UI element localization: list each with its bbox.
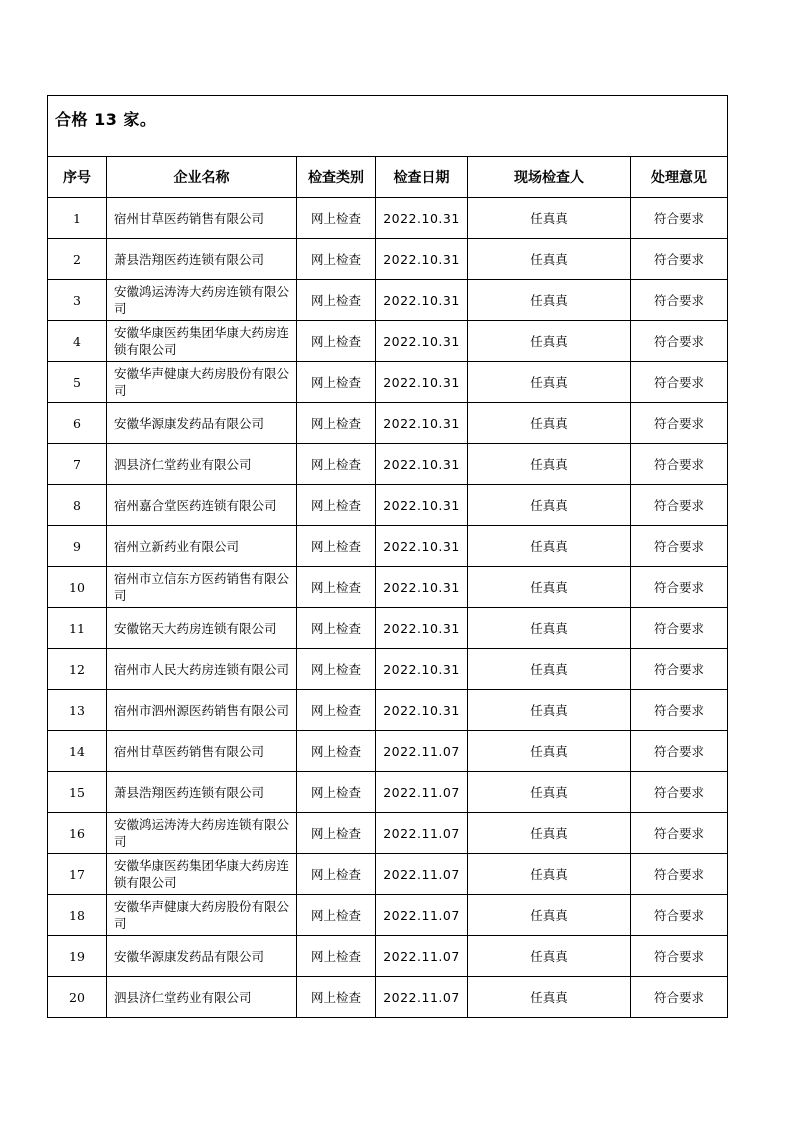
table-row bbox=[48, 608, 728, 649]
table-row bbox=[48, 977, 728, 1018]
cell-inspection-date: 2022.11.07 bbox=[376, 854, 468, 895]
cell-inspection-date: 2022.11.07 bbox=[376, 895, 468, 936]
cell-company-name: 宿州市泗州源医药销售有限公司 bbox=[107, 690, 297, 731]
cell-index: 10 bbox=[48, 567, 107, 608]
cell-inspector: 任真真 bbox=[468, 813, 631, 854]
cell-inspector: 任真真 bbox=[468, 936, 631, 977]
cell-inspection-type: 网上检查 bbox=[297, 813, 376, 854]
cell-inspection-type: 网上检查 bbox=[297, 936, 376, 977]
cell-inspection-type: 网上检查 bbox=[297, 280, 376, 321]
title-row bbox=[48, 96, 728, 157]
cell-inspection-date: 2022.10.31 bbox=[376, 362, 468, 403]
qualified-count-title: 合格 13 家。 bbox=[55, 110, 157, 129]
header-inspection-type: 检查类别 bbox=[297, 157, 376, 198]
cell-index: 1 bbox=[48, 198, 107, 239]
cell-inspection-date: 2022.10.31 bbox=[376, 280, 468, 321]
cell-opinion: 符合要求 bbox=[631, 772, 728, 813]
cell-index: 3 bbox=[48, 280, 107, 321]
table-row bbox=[48, 567, 728, 608]
cell-index: 9 bbox=[48, 526, 107, 567]
cell-index: 5 bbox=[48, 362, 107, 403]
table-row bbox=[48, 526, 728, 567]
cell-opinion: 符合要求 bbox=[631, 731, 728, 772]
header-index: 序号 bbox=[48, 157, 107, 198]
cell-company-name: 安徽华源康发药品有限公司 bbox=[107, 936, 297, 977]
cell-company-name: 萧县浩翔医药连锁有限公司 bbox=[107, 772, 297, 813]
cell-inspector: 任真真 bbox=[468, 772, 631, 813]
cell-opinion: 符合要求 bbox=[631, 813, 728, 854]
cell-inspector: 任真真 bbox=[468, 280, 631, 321]
cell-index: 18 bbox=[48, 895, 107, 936]
table-row bbox=[48, 649, 728, 690]
cell-opinion: 符合要求 bbox=[631, 403, 728, 444]
table-row bbox=[48, 690, 728, 731]
cell-company-name: 宿州市人民大药房连锁有限公司 bbox=[107, 649, 297, 690]
cell-inspector: 任真真 bbox=[468, 567, 631, 608]
table-row bbox=[48, 854, 728, 895]
cell-inspection-type: 网上检查 bbox=[297, 731, 376, 772]
cell-opinion: 符合要求 bbox=[631, 526, 728, 567]
table-row bbox=[48, 813, 728, 854]
cell-company-name: 安徽铭天大药房连锁有限公司 bbox=[107, 608, 297, 649]
cell-inspector: 任真真 bbox=[468, 198, 631, 239]
cell-index: 20 bbox=[48, 977, 107, 1018]
table-row bbox=[48, 362, 728, 403]
inspection-table bbox=[47, 95, 728, 1018]
table-row bbox=[48, 895, 728, 936]
cell-inspection-date: 2022.10.31 bbox=[376, 321, 468, 362]
cell-inspection-date: 2022.10.31 bbox=[376, 608, 468, 649]
cell-opinion: 符合要求 bbox=[631, 567, 728, 608]
table-row bbox=[48, 198, 728, 239]
table-row bbox=[48, 403, 728, 444]
cell-inspection-date: 2022.11.07 bbox=[376, 772, 468, 813]
header-opinion: 处理意见 bbox=[631, 157, 728, 198]
cell-inspection-date: 2022.10.31 bbox=[376, 567, 468, 608]
cell-company-name: 宿州嘉合堂医药连锁有限公司 bbox=[107, 485, 297, 526]
cell-opinion: 符合要求 bbox=[631, 321, 728, 362]
table-row bbox=[48, 731, 728, 772]
cell-inspector: 任真真 bbox=[468, 239, 631, 280]
cell-company-name: 宿州立新药业有限公司 bbox=[107, 526, 297, 567]
cell-index: 12 bbox=[48, 649, 107, 690]
table-row bbox=[48, 321, 728, 362]
cell-inspection-type: 网上检查 bbox=[297, 485, 376, 526]
table-row bbox=[48, 936, 728, 977]
cell-inspection-type: 网上检查 bbox=[297, 690, 376, 731]
cell-inspector: 任真真 bbox=[468, 977, 631, 1018]
cell-inspector: 任真真 bbox=[468, 485, 631, 526]
cell-company-name: 泗县济仁堂药业有限公司 bbox=[107, 977, 297, 1018]
cell-inspector: 任真真 bbox=[468, 731, 631, 772]
cell-company-name: 泗县济仁堂药业有限公司 bbox=[107, 444, 297, 485]
cell-inspection-date: 2022.10.31 bbox=[376, 649, 468, 690]
cell-opinion: 符合要求 bbox=[631, 362, 728, 403]
cell-index: 7 bbox=[48, 444, 107, 485]
cell-index: 6 bbox=[48, 403, 107, 444]
cell-company-name: 安徽鸿运涛涛大药房连锁有限公司 bbox=[107, 280, 297, 321]
cell-index: 15 bbox=[48, 772, 107, 813]
cell-inspection-date: 2022.10.31 bbox=[376, 444, 468, 485]
cell-index: 14 bbox=[48, 731, 107, 772]
cell-opinion: 符合要求 bbox=[631, 854, 728, 895]
cell-company-name: 宿州甘草医药销售有限公司 bbox=[107, 731, 297, 772]
cell-inspection-type: 网上检查 bbox=[297, 977, 376, 1018]
cell-index: 13 bbox=[48, 690, 107, 731]
cell-company-name: 安徽华康医药集团华康大药房连锁有限公司 bbox=[107, 854, 297, 895]
cell-index: 2 bbox=[48, 239, 107, 280]
cell-inspector: 任真真 bbox=[468, 895, 631, 936]
cell-index: 19 bbox=[48, 936, 107, 977]
table-row bbox=[48, 239, 728, 280]
table-row bbox=[48, 280, 728, 321]
header-inspector: 现场检查人 bbox=[468, 157, 631, 198]
cell-opinion: 符合要求 bbox=[631, 936, 728, 977]
cell-company-name: 安徽华康医药集团华康大药房连锁有限公司 bbox=[107, 321, 297, 362]
cell-opinion: 符合要求 bbox=[631, 198, 728, 239]
inspection-table-wrapper bbox=[47, 95, 727, 1018]
cell-inspection-type: 网上检查 bbox=[297, 321, 376, 362]
cell-opinion: 符合要求 bbox=[631, 239, 728, 280]
cell-opinion: 符合要求 bbox=[631, 280, 728, 321]
cell-inspector: 任真真 bbox=[468, 321, 631, 362]
cell-company-name: 宿州甘草医药销售有限公司 bbox=[107, 198, 297, 239]
cell-inspection-type: 网上检查 bbox=[297, 239, 376, 280]
cell-inspection-type: 网上检查 bbox=[297, 772, 376, 813]
cell-opinion: 符合要求 bbox=[631, 690, 728, 731]
cell-inspection-type: 网上检查 bbox=[297, 567, 376, 608]
cell-inspection-type: 网上检查 bbox=[297, 526, 376, 567]
header-inspection-date: 检查日期 bbox=[376, 157, 468, 198]
cell-inspection-date: 2022.10.31 bbox=[376, 198, 468, 239]
cell-inspection-type: 网上检查 bbox=[297, 444, 376, 485]
cell-inspection-type: 网上检查 bbox=[297, 854, 376, 895]
cell-inspector: 任真真 bbox=[468, 854, 631, 895]
cell-inspection-date: 2022.10.31 bbox=[376, 485, 468, 526]
header-company-name: 企业名称 bbox=[107, 157, 297, 198]
cell-inspection-type: 网上检查 bbox=[297, 895, 376, 936]
cell-inspection-type: 网上检查 bbox=[297, 403, 376, 444]
cell-inspection-type: 网上检查 bbox=[297, 362, 376, 403]
table-row bbox=[48, 772, 728, 813]
cell-opinion: 符合要求 bbox=[631, 649, 728, 690]
cell-inspector: 任真真 bbox=[468, 444, 631, 485]
cell-inspection-type: 网上检查 bbox=[297, 198, 376, 239]
cell-opinion: 符合要求 bbox=[631, 444, 728, 485]
cell-company-name: 安徽华源康发药品有限公司 bbox=[107, 403, 297, 444]
cell-inspector: 任真真 bbox=[468, 690, 631, 731]
cell-inspector: 任真真 bbox=[468, 526, 631, 567]
cell-inspection-date: 2022.11.07 bbox=[376, 731, 468, 772]
cell-opinion: 符合要求 bbox=[631, 485, 728, 526]
cell-index: 16 bbox=[48, 813, 107, 854]
cell-opinion: 符合要求 bbox=[631, 895, 728, 936]
cell-index: 17 bbox=[48, 854, 107, 895]
cell-inspection-type: 网上检查 bbox=[297, 649, 376, 690]
cell-company-name: 安徽鸿运涛涛大药房连锁有限公司 bbox=[107, 813, 297, 854]
table-row bbox=[48, 485, 728, 526]
cell-inspection-type: 网上检查 bbox=[297, 608, 376, 649]
table-row bbox=[48, 444, 728, 485]
cell-inspector: 任真真 bbox=[468, 362, 631, 403]
cell-index: 4 bbox=[48, 321, 107, 362]
cell-inspector: 任真真 bbox=[468, 403, 631, 444]
cell-inspection-date: 2022.11.07 bbox=[376, 977, 468, 1018]
cell-index: 11 bbox=[48, 608, 107, 649]
title-cell bbox=[48, 96, 728, 157]
cell-opinion: 符合要求 bbox=[631, 608, 728, 649]
cell-opinion: 符合要求 bbox=[631, 977, 728, 1018]
cell-inspection-date: 2022.10.31 bbox=[376, 526, 468, 567]
cell-company-name: 萧县浩翔医药连锁有限公司 bbox=[107, 239, 297, 280]
cell-inspection-date: 2022.10.31 bbox=[376, 403, 468, 444]
cell-index: 8 bbox=[48, 485, 107, 526]
cell-inspector: 任真真 bbox=[468, 649, 631, 690]
cell-inspection-date: 2022.10.31 bbox=[376, 690, 468, 731]
cell-inspection-date: 2022.11.07 bbox=[376, 936, 468, 977]
cell-inspection-date: 2022.11.07 bbox=[376, 813, 468, 854]
header-row bbox=[48, 157, 728, 198]
cell-company-name: 宿州市立信东方医药销售有限公司 bbox=[107, 567, 297, 608]
cell-inspection-date: 2022.10.31 bbox=[376, 239, 468, 280]
cell-company-name: 安徽华声健康大药房股份有限公司 bbox=[107, 895, 297, 936]
cell-company-name: 安徽华声健康大药房股份有限公司 bbox=[107, 362, 297, 403]
cell-inspector: 任真真 bbox=[468, 608, 631, 649]
